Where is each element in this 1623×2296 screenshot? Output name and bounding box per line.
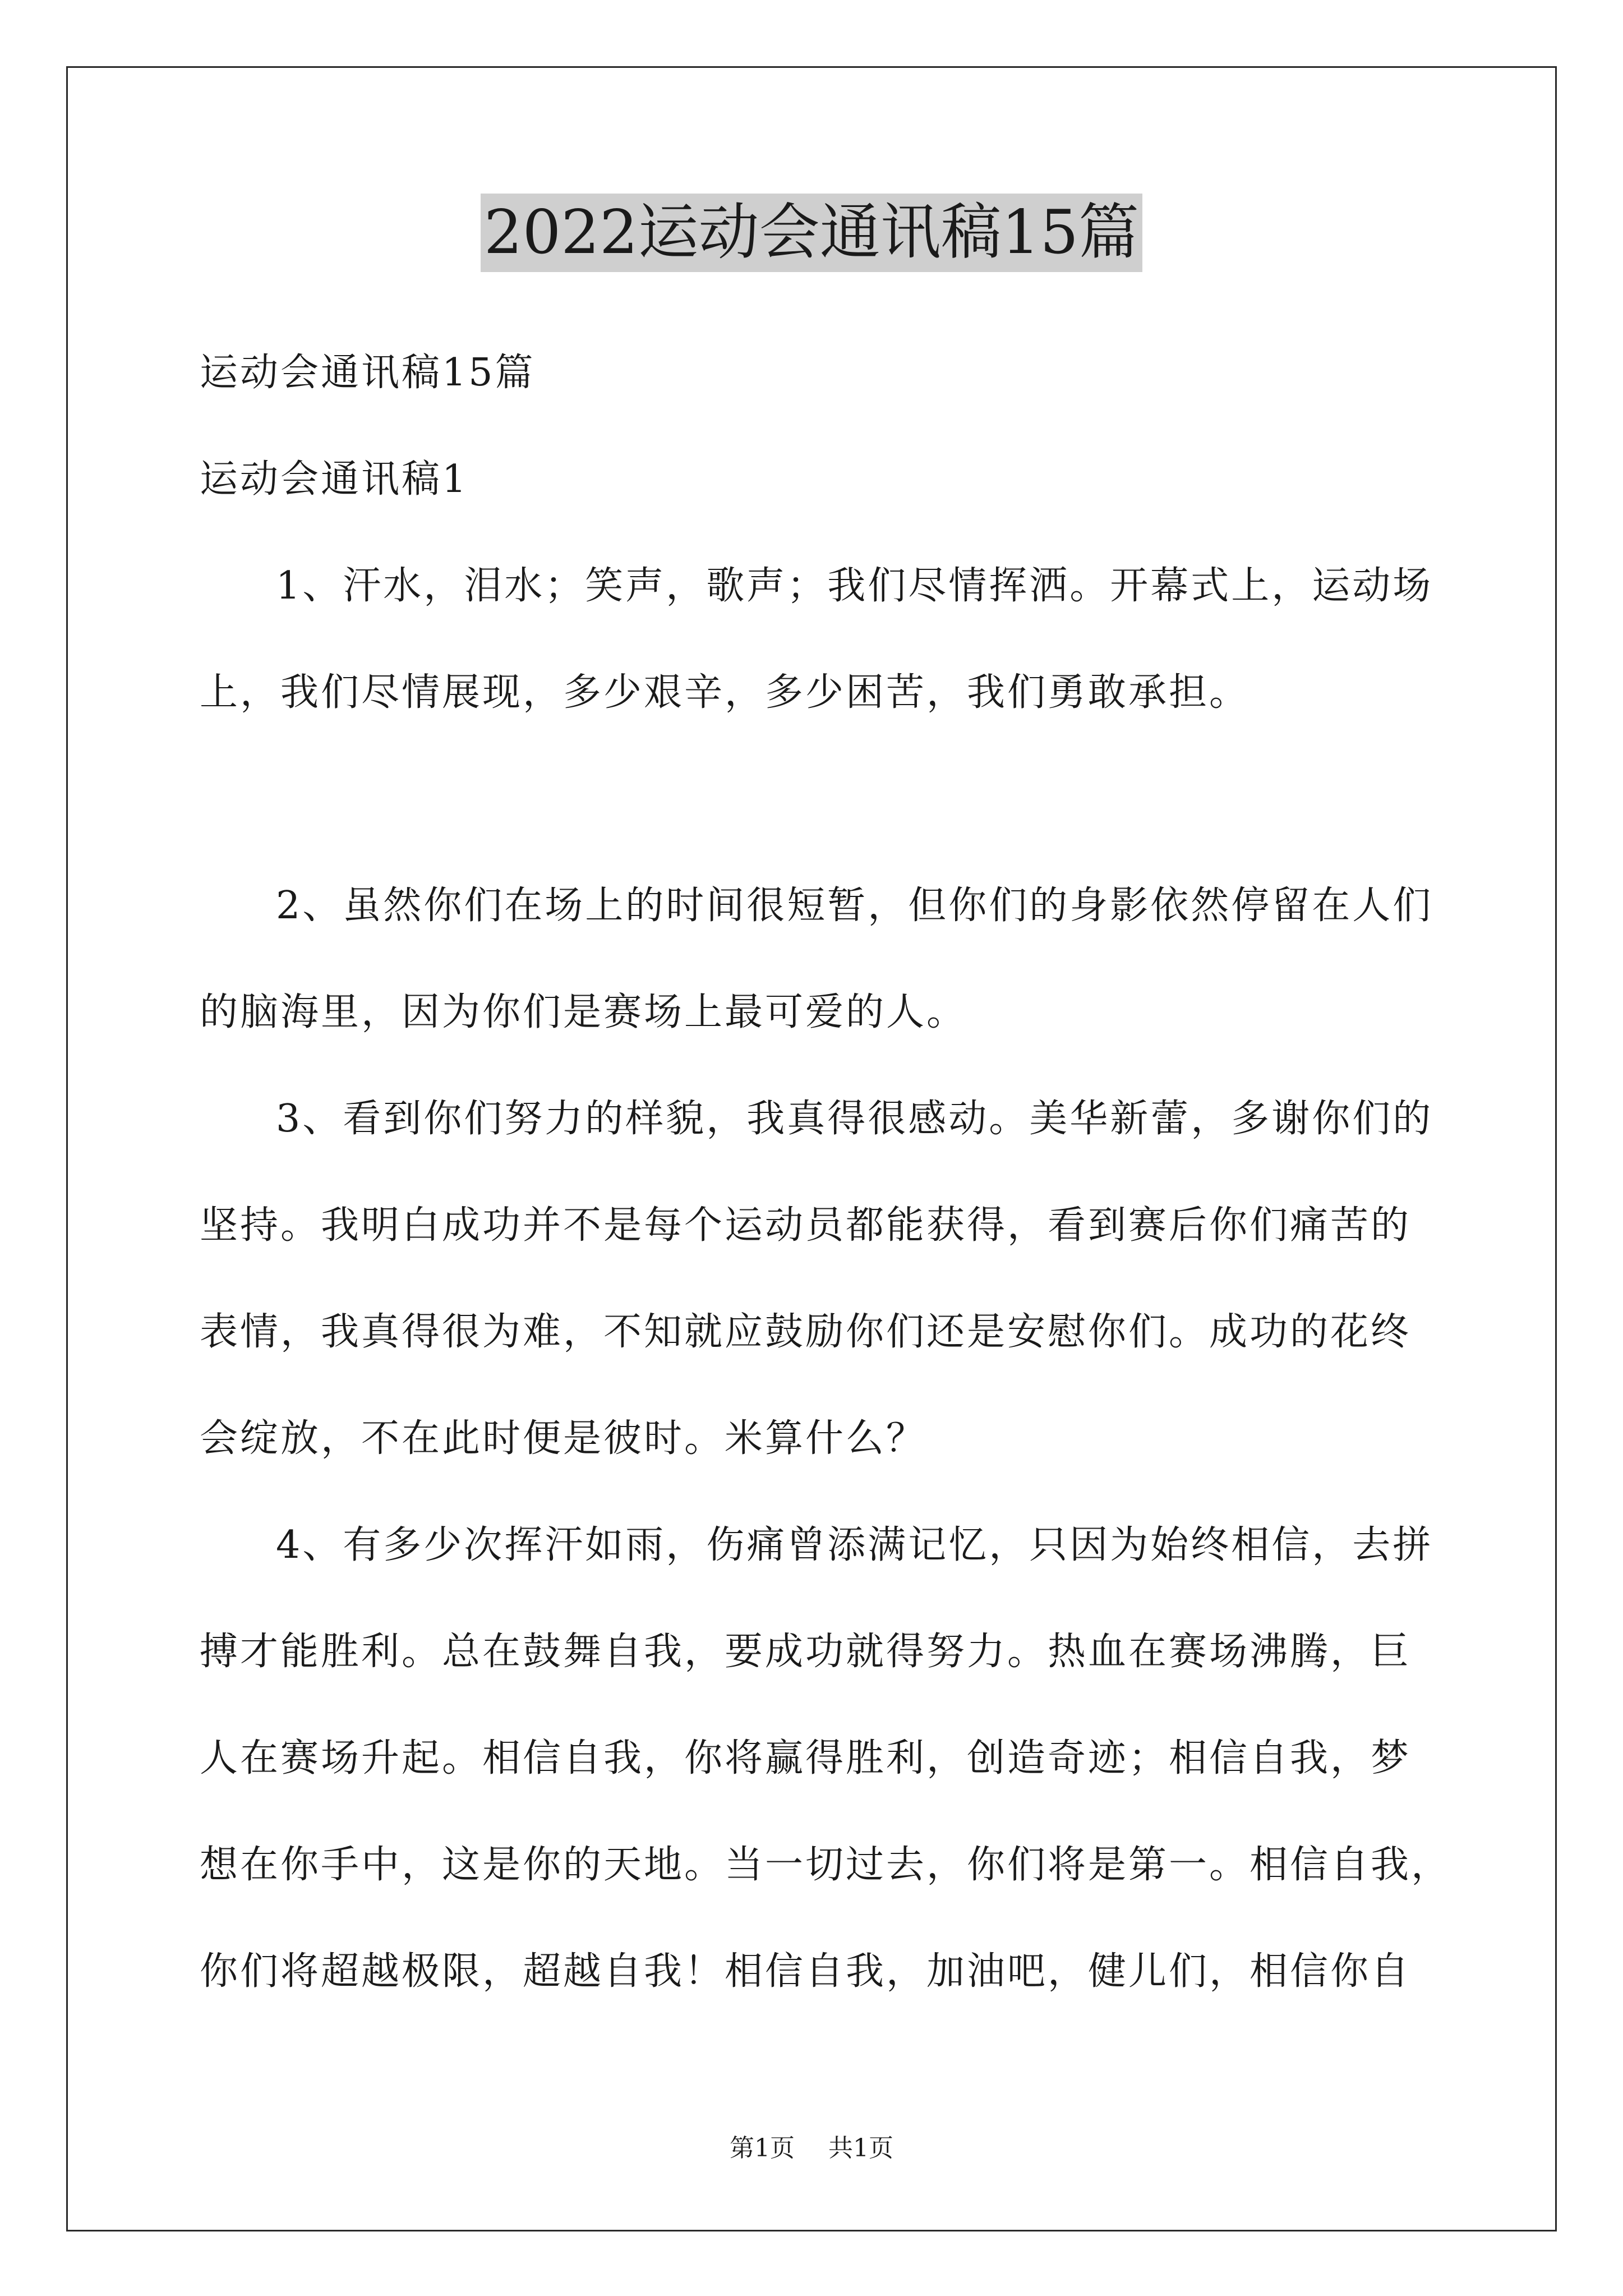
subtitle: 运动会通讯稿15篇 <box>200 351 536 395</box>
page-number: 第1页 <box>730 2134 795 2162</box>
paragraph-4-line-3: 人在赛场升起。相信自我，你将赢得胜利，创造奇迹；相信自我，梦 <box>200 1736 1412 1780</box>
paragraph-2-line-2: 的脑海里，因为你们是赛场上最可爱的人。 <box>200 990 967 1034</box>
document-body <box>200 320 1452 2025</box>
paragraph-spacer <box>200 746 1439 853</box>
paragraph-1-line-2: 上，我们尽情展现，多少艰辛，多少困苦，我们勇敢承担。 <box>200 670 1250 715</box>
document-title: 2022运动会通讯稿15篇 <box>481 194 1142 272</box>
paragraph-2-line-1: 2、虽然你们在场上的时间很短暂，但你们的身影依然停留在人们 <box>276 884 1433 928</box>
paragraph-1-line-1: 1、汗水，泪水；笑声，歌声；我们尽情挥洒。开幕式上，运动场 <box>276 564 1433 608</box>
paragraph-3-line-3: 表情，我真得很为难，不知就应鼓励你们还是安慰你们。成功的花终 <box>200 1310 1412 1354</box>
title-container <box>0 194 1623 272</box>
page-footer <box>0 2132 1623 2165</box>
paragraph-3-line-1: 3、看到你们努力的样貌，我真得很感动。美华新蕾，多谢你们的 <box>276 1097 1433 1141</box>
paragraph-4-line-1: 4、有多少次挥汗如雨，伤痛曾添满记忆，只因为始终相信，去拼 <box>276 1523 1433 1567</box>
paragraph-4-line-2: 搏才能胜利。总在鼓舞自我，要成功就得努力。热血在赛场沸腾，巨 <box>200 1630 1412 1674</box>
paragraph-3-line-2: 坚持。我明白成功并不是每个运动员都能获得，看到赛后你们痛苦的 <box>200 1203 1412 1248</box>
page-total: 共1页 <box>828 2134 893 2162</box>
section-heading: 运动会通讯稿1 <box>200 457 469 501</box>
paragraph-4-line-5: 你们将超越极限，超越自我！相信自我，加油吧，健儿们，相信你自 <box>200 1949 1412 1994</box>
paragraph-3-line-4: 会绽放，不在此时便是彼时。米算什么？ <box>200 1416 927 1461</box>
paragraph-4-line-4: 想在你手中，这是你的天地。当一切过去，你们将是第一。相信自我， <box>200 1843 1452 1887</box>
